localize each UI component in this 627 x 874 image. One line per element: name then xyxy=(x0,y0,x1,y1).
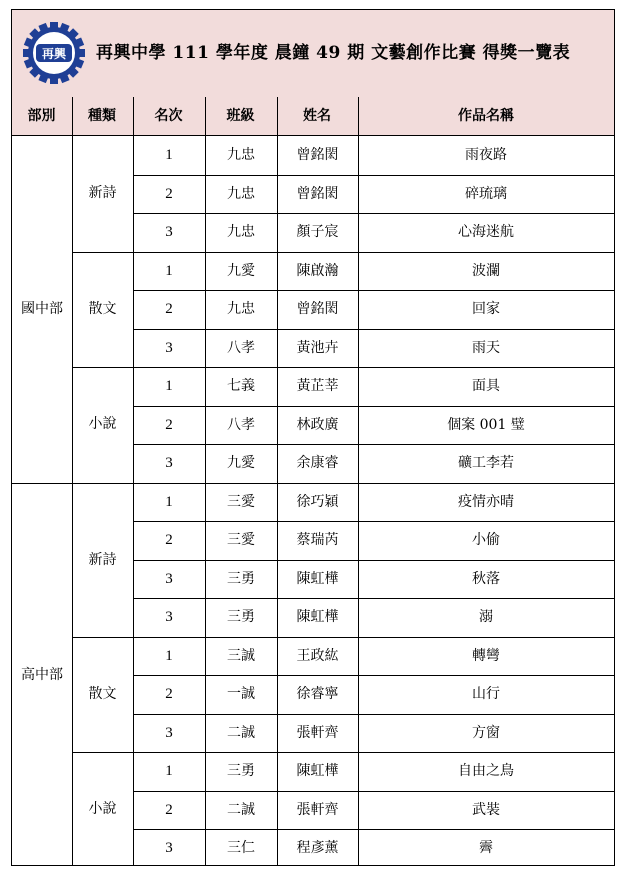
class-cell: 三勇 xyxy=(227,609,255,625)
student-name-cell: 陳虹樺 xyxy=(296,570,339,587)
student-name-cell: 程彥薰 xyxy=(296,840,339,856)
work-title-cell: 方窗 xyxy=(472,724,500,741)
header-class: 班級 xyxy=(226,108,255,124)
school-logo xyxy=(22,21,86,85)
student-name-cell: 曾銘閎 xyxy=(296,185,339,202)
category-cell: 新詩 xyxy=(88,551,117,568)
rank-cell: 1 xyxy=(165,763,173,779)
rank-cell: 1 xyxy=(165,262,173,279)
rank-cell: 1 xyxy=(165,647,173,664)
column-divider xyxy=(358,97,359,865)
student-name-cell: 徐睿寧 xyxy=(296,686,339,702)
work-title-cell: 回家 xyxy=(472,301,500,317)
class-cell: 八孝 xyxy=(227,339,255,356)
rank-cell: 3 xyxy=(165,455,173,471)
rank-cell: 3 xyxy=(165,724,173,741)
student-name-cell: 張軒齊 xyxy=(296,724,339,741)
class-cell: 三誠 xyxy=(227,647,255,664)
rank-cell: 3 xyxy=(165,570,173,587)
student-name-cell: 王政紘 xyxy=(296,647,339,664)
page-title: 再興中學 111 學年度 晨鐘 49 期 文藝創作比賽 得獎一覽表 xyxy=(96,43,571,63)
student-name-cell: 張軒齊 xyxy=(296,801,339,818)
rank-cell: 3 xyxy=(165,609,173,625)
category-cell: 散文 xyxy=(88,685,117,702)
class-cell: 九忠 xyxy=(227,147,255,163)
class-cell: 三勇 xyxy=(227,763,255,779)
header-work-title: 作品名稱 xyxy=(458,108,514,124)
student-name-cell: 黃芷莘 xyxy=(296,378,339,394)
work-title-cell: 波瀾 xyxy=(472,262,500,279)
rank-cell: 1 xyxy=(165,378,173,394)
rank-cell: 3 xyxy=(165,224,173,240)
work-title-cell: 小偷 xyxy=(472,532,500,548)
student-name-cell: 陳虹樺 xyxy=(296,763,339,779)
class-cell: 九忠 xyxy=(227,301,255,317)
work-title-cell: 碎琉璃 xyxy=(465,185,507,202)
column-divider xyxy=(205,97,206,865)
student-name-cell: 徐巧穎 xyxy=(296,493,339,510)
title-banner xyxy=(12,10,614,98)
header-division: 部別 xyxy=(27,108,56,124)
work-title-cell: 心海迷航 xyxy=(458,224,514,240)
svg-text:再興: 再興 xyxy=(41,47,67,61)
class-cell: 二誠 xyxy=(227,801,255,818)
rank-cell: 1 xyxy=(165,147,173,163)
work-title-cell: 轉彎 xyxy=(472,647,500,664)
header-name: 姓名 xyxy=(303,108,331,124)
class-cell: 九忠 xyxy=(227,224,255,240)
work-title-cell: 霽 xyxy=(479,840,493,856)
header-category: 種類 xyxy=(88,108,116,124)
work-title-cell: 武裝 xyxy=(472,801,500,818)
class-cell: 七義 xyxy=(227,378,255,394)
class-cell: 九忠 xyxy=(227,185,255,202)
student-name-cell: 陳虹樺 xyxy=(296,609,339,625)
rank-cell: 2 xyxy=(165,801,173,818)
rank-cell: 1 xyxy=(165,493,173,510)
work-title-cell: 自由之鳥 xyxy=(458,763,514,779)
work-title-cell: 溺 xyxy=(479,609,493,625)
class-cell: 二誠 xyxy=(227,724,255,741)
column-divider xyxy=(277,97,278,865)
class-cell: 三仁 xyxy=(227,840,255,856)
category-cell: 小說 xyxy=(88,801,117,817)
work-title-cell: 疫情亦晴 xyxy=(458,493,514,510)
division-cell: 高中部 xyxy=(21,666,63,683)
student-name-cell: 余康睿 xyxy=(296,455,339,471)
student-name-cell: 曾銘閎 xyxy=(296,301,339,317)
student-name-cell: 蔡瑞芮 xyxy=(296,532,339,548)
category-cell: 散文 xyxy=(88,300,117,317)
work-title-cell: 個案 001 璧 xyxy=(447,416,525,433)
work-title-cell: 山行 xyxy=(472,686,500,702)
class-cell: 三愛 xyxy=(227,532,255,548)
rank-cell: 2 xyxy=(165,301,173,317)
table-header-row xyxy=(12,97,614,136)
class-cell: 八孝 xyxy=(227,416,255,433)
class-cell: 三愛 xyxy=(227,493,255,510)
work-title-cell: 雨天 xyxy=(472,339,500,356)
rank-cell: 3 xyxy=(165,339,173,356)
student-name-cell: 顏子宸 xyxy=(296,224,339,240)
header-rank: 名次 xyxy=(154,108,183,124)
rank-cell: 3 xyxy=(165,840,173,856)
student-name-cell: 曾銘閎 xyxy=(296,147,339,163)
work-title-cell: 面具 xyxy=(472,378,500,394)
category-cell: 小說 xyxy=(88,416,117,432)
rank-cell: 2 xyxy=(165,416,173,433)
rank-cell: 2 xyxy=(165,686,173,702)
work-title-cell: 雨夜路 xyxy=(465,147,507,163)
column-divider xyxy=(133,97,134,865)
work-title-cell: 礦工李若 xyxy=(458,455,514,471)
rank-cell: 2 xyxy=(165,185,173,202)
class-cell: 九愛 xyxy=(227,455,255,471)
class-cell: 三勇 xyxy=(227,570,255,587)
student-name-cell: 林政廣 xyxy=(296,416,339,433)
category-cell: 新詩 xyxy=(88,185,117,201)
column-divider xyxy=(72,97,73,865)
student-name-cell: 陳啟瀚 xyxy=(296,262,339,279)
class-cell: 一誠 xyxy=(227,686,255,702)
rank-cell: 2 xyxy=(165,532,173,548)
class-cell: 九愛 xyxy=(227,262,255,279)
award-sheet xyxy=(11,9,615,866)
student-name-cell: 黃池卉 xyxy=(296,339,339,356)
division-cell: 國中部 xyxy=(21,301,63,317)
work-title-cell: 秋落 xyxy=(472,570,500,587)
